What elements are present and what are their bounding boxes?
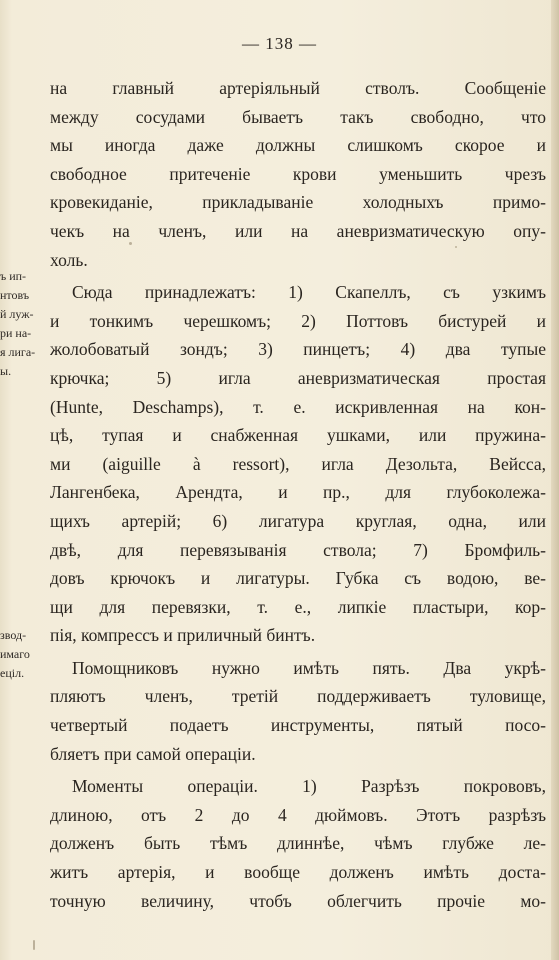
margin-note-line: звод-	[0, 628, 27, 642]
text-line: четвертый подаетъ инструменты, пятый посо-	[50, 715, 546, 736]
paper-speck	[129, 242, 132, 245]
page-edge	[551, 0, 559, 960]
text-line: между сосудами бываетъ такъ свободно, что	[50, 106, 546, 127]
text-line: мы иногда даже должны слишкомъ скорое и	[50, 135, 546, 156]
text-line: долженъ быть тѣмъ длиннѣе, чѣмъ глубже ле-	[50, 833, 546, 854]
text-line: свободное притеченiе крови уменьшить чрезъ	[50, 163, 546, 184]
text-line: крючка; 5) игла аневризматическая простая	[50, 367, 546, 388]
text-line: довъ крючокъ и лигатуры. Губка съ водою, ве-	[50, 568, 546, 589]
margin-note-line: нтовъ	[0, 288, 30, 302]
text-line: щихъ артерiй; 6) лигатура круглая, одна, или	[50, 510, 546, 531]
margin-note-line: й луж-	[0, 307, 34, 321]
text-line: пiя, компрессъ и приличный бинтъ.	[50, 625, 316, 646]
text-line: Моменты операцiи. 1) Разрѣзъ покрововъ,	[72, 776, 546, 797]
text-line: цѣ, тупая и снабженная ушками, или пружина-	[50, 425, 546, 446]
text-line: щи для перевязки, т. е., липкiе пластыри, кор-	[50, 596, 546, 617]
margin-note-line: я лига-	[0, 345, 36, 359]
text-line: Лангенбека, Арендта, и пр., для глубоколежа-	[50, 482, 546, 503]
paper-speck	[455, 246, 457, 248]
margin-note-line: ецiл.	[0, 666, 25, 680]
page-number: — 138 —	[242, 34, 317, 53]
text-line: холь.	[50, 249, 88, 270]
text-line: житъ артерiя, и вообще долженъ имѣть доста-	[50, 862, 546, 883]
text-line: пляютъ членъ, третiй поддерживаетъ туловище,	[50, 686, 546, 707]
text-line: чекъ на членъ, или на аневризматическую опу-	[50, 220, 546, 241]
text-line: бляетъ при самой операцiи.	[50, 743, 256, 764]
margin-note-line: ы.	[0, 364, 12, 378]
body-text	[50, 74, 546, 915]
paper-speck	[33, 940, 35, 950]
margin-note-block	[0, 627, 44, 684]
text-line: длиною, отъ 2 до 4 дюймовъ. Этотъ разрѣзъ	[50, 804, 546, 825]
text-line: и тонкимъ черешкомъ; 2) Поттовъ бистурей и	[50, 310, 546, 331]
text-line: точную величину, чтобъ облегчить прочiе мо-	[50, 890, 546, 911]
text-line: (Hunte, Deschamps), т. е. искривленная на кон-	[50, 396, 546, 417]
text-line: на главный артерiяльный стволъ. Сообщенiе	[50, 78, 546, 98]
margin-note-block	[0, 268, 44, 382]
margin-note-line: ъ ип-	[0, 269, 27, 283]
text-line: двѣ, для перевязыванiя ствола; 7) Бромфиль-	[50, 539, 546, 560]
text-line: ми (aiguille à ressort), игла Дезольта, Вейсса,	[50, 453, 546, 474]
margin-note-line: имаго	[0, 647, 30, 661]
text-line: кровекиданiе, прикладыванiе холодныхъ примо-	[50, 192, 546, 213]
text-line: Помощниковъ нужно имѣть пять. Два укрѣ-	[72, 657, 546, 678]
text-line: жолобоватый зондъ; 3) пинцетъ; 4) два тупые	[50, 339, 546, 360]
text-line: Сюда принадлежатъ: 1) Скапеллъ, съ узкимъ	[72, 282, 546, 303]
margin-note-line: ри на-	[0, 326, 32, 340]
